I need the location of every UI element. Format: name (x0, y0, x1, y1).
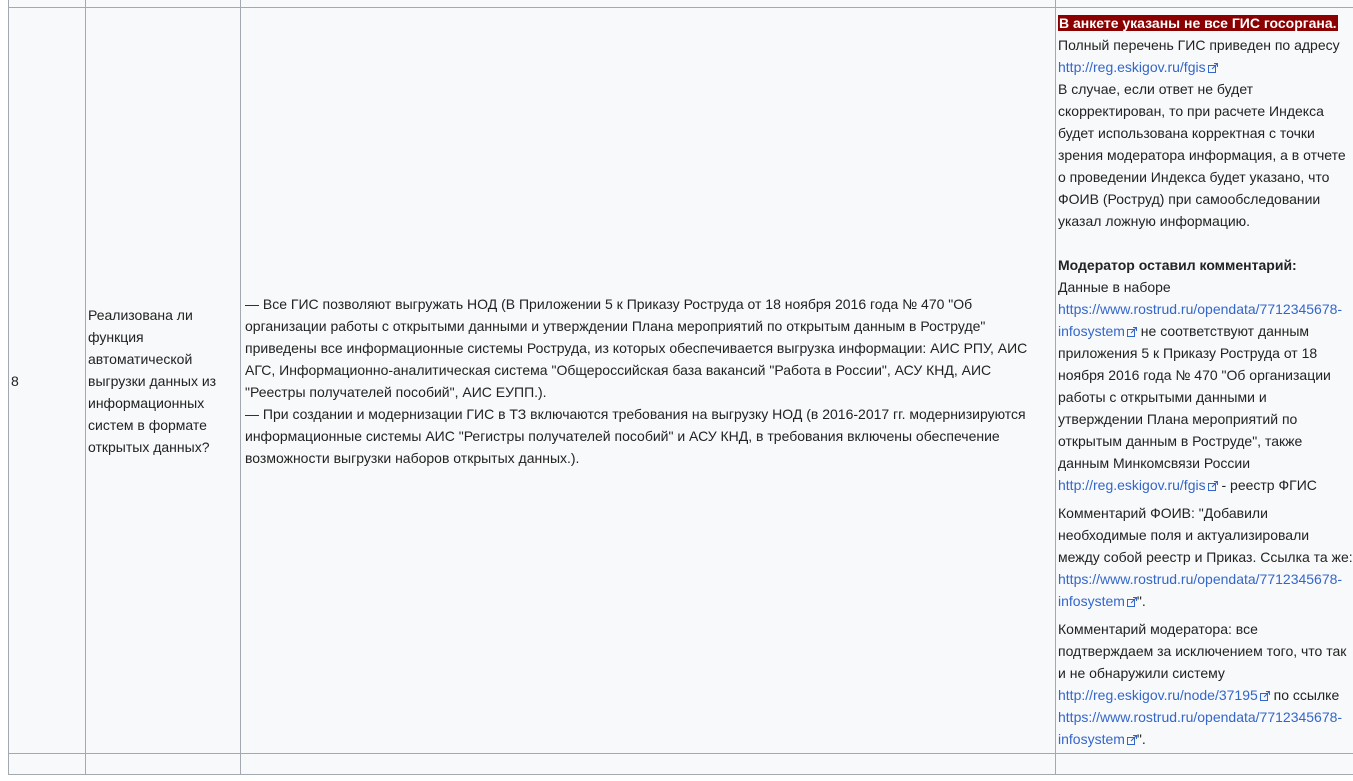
external-link-icon (1127, 735, 1137, 745)
fgis-link[interactable]: http://reg.eskigov.ru/fgis (1058, 476, 1206, 493)
index-table (8, 0, 1353, 775)
comment-text: ". (1136, 592, 1146, 609)
external-link-icon (1127, 327, 1137, 337)
infosystem-link[interactable]: https://www.rostrud.ru/opendata/7712345678-infosystem (1058, 300, 1343, 339)
comment-text: не соответствуют данным приложения 5 к Приказу Роструда от 18 ноября 2016 года № 470 "Об организации работы с открытыми данными и утверждении Плана мероприятий по открытым данным в Роструде", также данным Минкомсвязи России (1058, 322, 1331, 471)
table-row-next (9, 754, 1353, 775)
table-row-previous (9, 0, 1353, 8)
infosystem-link[interactable]: https://www.rostrud.ru/opendata/7712345678-infosystem (1058, 570, 1343, 609)
answer-cell (241, 8, 1056, 754)
comment-paragraph (1058, 34, 1353, 232)
comment-text: ". (1136, 730, 1146, 747)
table-cell (1056, 754, 1353, 775)
node-link[interactable]: http://reg.eskigov.ru/node/37195 (1058, 686, 1258, 703)
comment-text: Данные в наборе (1058, 278, 1171, 295)
row-number: 8 (9, 8, 86, 754)
warning-badge: В анкете указаны не все ГИС госоргана. (1059, 14, 1337, 31)
moderator-heading: Модератор оставил комментарий: (1058, 256, 1297, 273)
comment-text: Комментарий ФОИВ: "Добавили необходимые поля и актуализировали между собой реестр и Приказ. Ссылка та же: (1058, 504, 1353, 565)
table-cell (241, 754, 1056, 775)
comment-cell (1056, 8, 1353, 754)
table-row (9, 8, 1353, 754)
comment-text: по ссылке (1269, 686, 1340, 703)
comment-text: В случае, если ответ не будет скорректирован, то при расчете Индекса будет использована корректная с точки зрения модератора информация, а в отчете о проведении Индекса будет указано, что ФОИВ (Роструд) при самообследовании указал ложную информацию. (1058, 80, 1346, 229)
external-link-icon (1260, 691, 1270, 701)
external-link-icon (1127, 597, 1137, 607)
table-cell (86, 754, 241, 775)
question-cell (86, 8, 241, 754)
table-cell (9, 754, 86, 775)
foiv-comment (1058, 502, 1353, 612)
fgis-link[interactable]: http://reg.eskigov.ru/fgis (1058, 58, 1206, 75)
moderator-comment (1058, 276, 1353, 496)
infosystem-link[interactable]: https://www.rostrud.ru/opendata/7712345678-infosystem (1058, 708, 1343, 747)
table-cell (86, 0, 241, 8)
table-cell (241, 0, 1056, 8)
moderator-second-comment (1058, 618, 1353, 750)
table-cell (1056, 0, 1353, 8)
question-text: Реализована ли функция автоматической выгрузки данных из информационных систем в формате открытых данных? (88, 306, 217, 455)
external-link-icon (1208, 63, 1218, 73)
comment-text: Комментарий модератора: все подтверждаем за исключением того, что так и не обнаружили систему (1058, 620, 1347, 681)
external-link-icon (1208, 481, 1218, 491)
comment-text: Полный перечень ГИС приведен по адресу (1058, 36, 1340, 53)
comment-text: - реестр ФГИС (1217, 476, 1317, 493)
answer-paragraph-2: — При создании и модернизации ГИС в ТЗ включаются требования на выгрузку НОД (в 2016-2017 гг. модернизируются информационные системы АИС "Регистры получателей пособий" и АСУ КНД, в требования включены обеспечение возможности выгрузки наборов открытых данных.). (245, 405, 1026, 466)
table-cell (9, 0, 86, 8)
answer-paragraph-1: — Все ГИС позволяют выгружать НОД (В Приложении 5 к Приказу Роструда от 18 ноября 2016 года № 470 "Об организации работы с открытыми данными и утверждении Плана мероприятий по открытым данным в Роструде" приведены все информационные системы Роструда, из которых обеспечивается выгрузка информации: АИС РПУ, АИС АГС, Информационно-аналитическая система "Общероссийская база вакансий "Работа в России", АСУ КНД, АИС "Реестры получателей пособий", АИС ЕУПП.). (245, 295, 1028, 400)
